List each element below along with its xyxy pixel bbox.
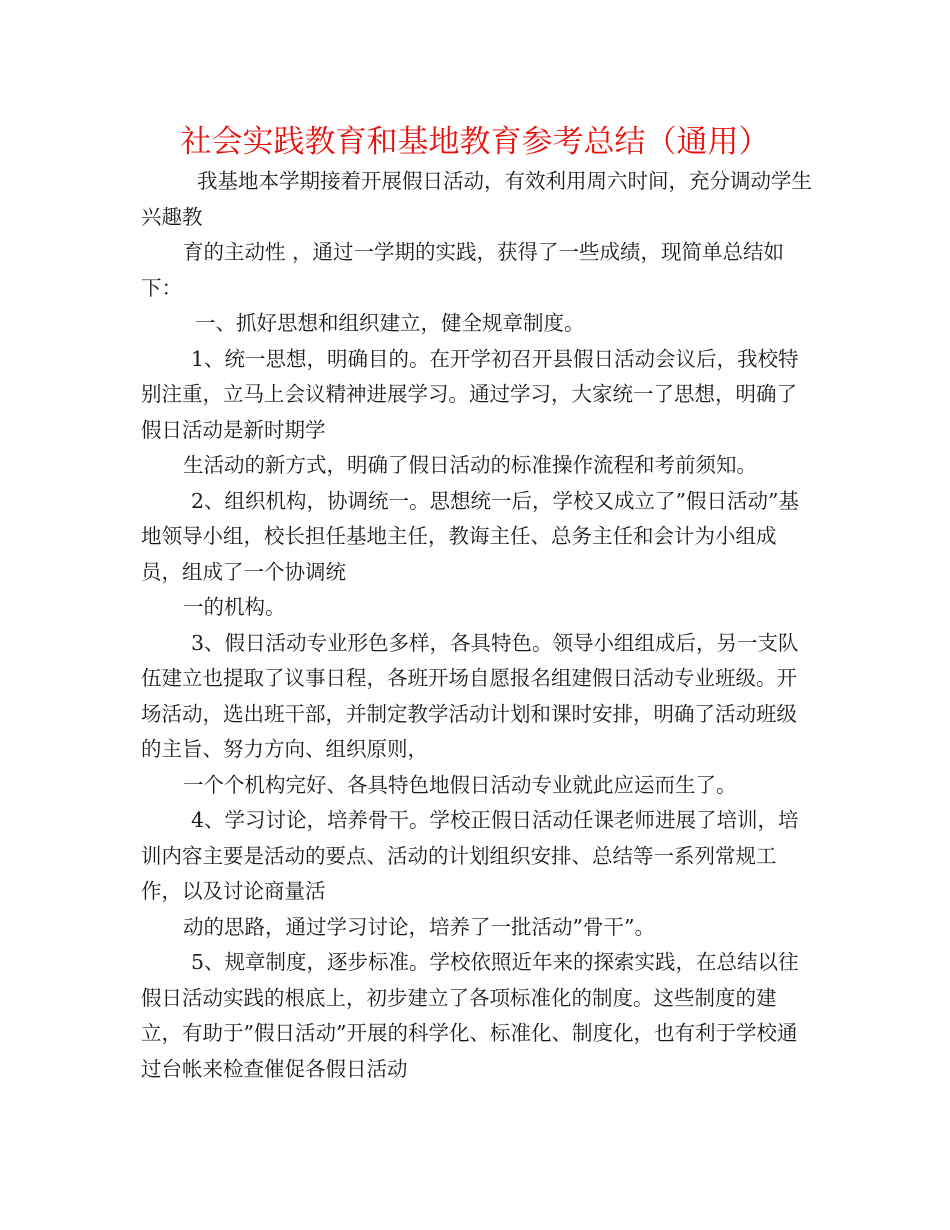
- paragraph-item-5: 5、规章制度，逐步标准。学校依照近年来的探索实践，在总结以往假日活动实践的根底上，初步建立了各项标准化的制度。这些制度的建立，有助于”假日活动”开展的科学化、标准化、制度化，也有利于学校通过台帐来检查催促各假日活动: [141, 950, 799, 1081]
- paragraph-item-4-cont: 动的思路，通过学习讨论，培养了一批活动”骨干”。: [183, 914, 655, 939]
- paragraph-item-4: 4、学习讨论，培养骨干。学校正假日活动任课老师进展了培训，培训内容主要是活动的要点、活动的计划组织安排、总结等一系列常规工作，以及讨论商量活: [141, 808, 799, 903]
- document-body: [141, 164, 815, 1087]
- heading-section-1: 一、抓好思想和组织建立，健全规章制度。: [195, 311, 585, 335]
- document-title: 社会实践教育和基地教育参考总结（通用）: [180, 124, 770, 160]
- paragraph-item-1: 1、统一思想，明确目的。在开学初召开县假日活动会议后，我校特别注重，立马上会议精神进展学习。通过学习，大家统一了思想，明确了假日活动是新时期学: [141, 346, 799, 442]
- paragraph-item-3: 3、假日活动专业形色多样，各具特色。领导小组组成后，另一支队伍建立也提取了议事日程，各班开场自愿报名组建假日活动专业班级。开场活动，选出班干部，并制定教学活动计划和课时安排，明确了活动班级的主旨、努力方向、组织原则，: [141, 630, 799, 761]
- paragraph-item-3-cont: 一个个机构完好、各具特色地假日活动专业就此应运而生了。: [183, 772, 737, 797]
- paragraph-item-2-cont: 一的机构。: [183, 595, 286, 619]
- paragraph-intro-cont: 育的主动性 ，通过一学期的实践，获得了一些成绩，现简单总结如下：: [141, 240, 785, 300]
- paragraph-item-1-cont: 生活动的新方式，明确了假日活动的标准操作流程和考前须知。: [183, 453, 757, 477]
- paragraph-intro: 我基地本学期接着开展假日活动，有效利用周六时间，充分调动学生兴趣教: [141, 169, 812, 229]
- paragraph-item-2: 2、组织机构，协调统一。思想统一后，学校又成立了”假日活动”基地领导小组，校长担任基地主任，教诲主任、总务主任和会计为小组成员，组成了一个协调统: [141, 488, 800, 584]
